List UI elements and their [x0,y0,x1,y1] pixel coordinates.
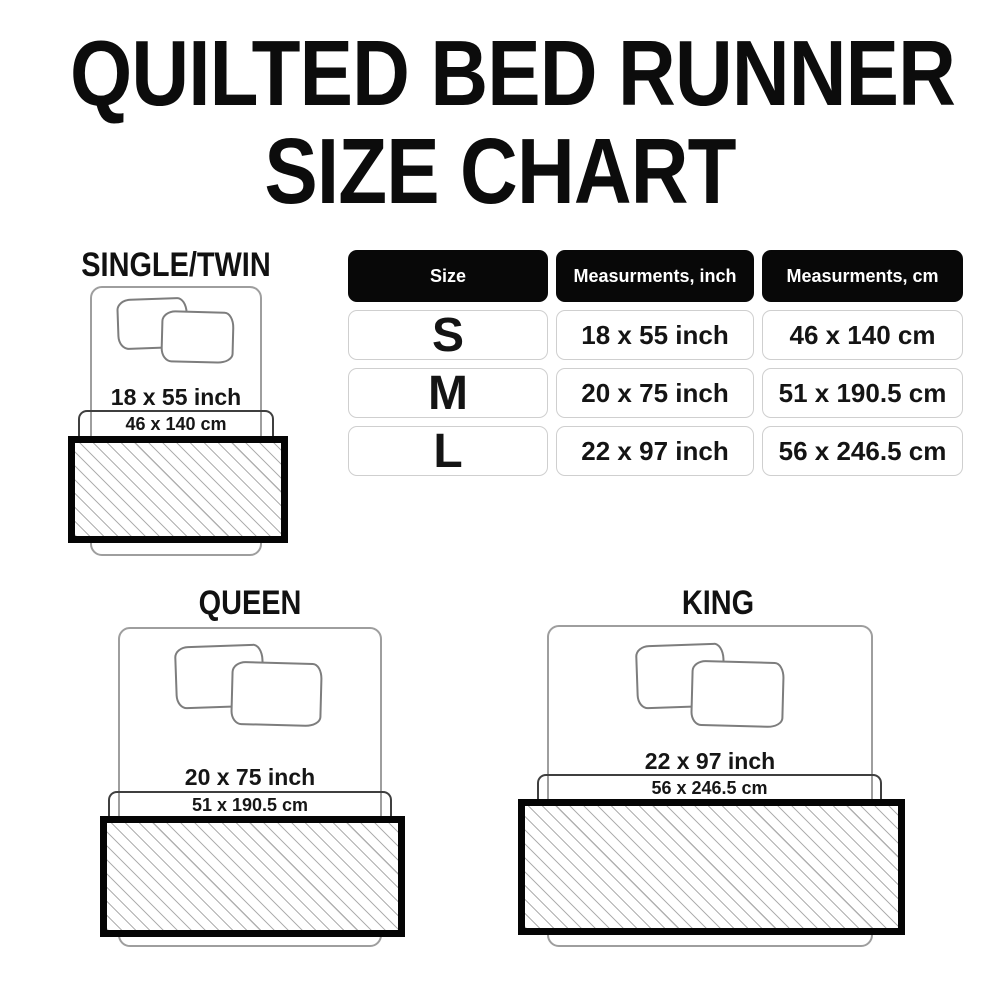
pillow-shape [230,661,323,727]
size-table [348,250,963,476]
page-title-line-2: SIZE CHART [264,119,736,223]
cm-measurement-single-twin: 46 x 140 cm [125,414,227,434]
table-cell-inch-m: 20 x 75 inch [556,368,754,418]
table-header-cm: Measurments, cm [762,250,963,302]
runner-width-bracket-single-twin [78,410,274,436]
diagram-label-king: KING [681,584,755,622]
table-header-size: Size [348,250,548,302]
diagram-label-single-twin: SINGLE/TWIN [81,246,271,284]
page-title [70,21,956,223]
runner-width-bracket-king [537,774,882,800]
runner-width-bracket-queen [108,791,392,817]
table-cell-size-l: L [348,426,548,476]
inch-measurement-king: 22 x 97 inch [644,748,776,774]
pillow-shape [160,310,234,364]
inch-measurement-queen: 20 x 75 inch [184,764,316,790]
table-cell-inch-l: 22 x 97 inch [556,426,754,476]
pillow-shape [690,660,785,728]
table-cell-cm-l: 56 x 246.5 cm [762,426,963,476]
runner-swatch-single-twin [68,436,288,543]
table-cell-size-s: S [348,310,548,360]
table-cell-cm-m: 51 x 190.5 cm [762,368,963,418]
table-cell-size-m: M [348,368,548,418]
table-cell-inch-s: 18 x 55 inch [556,310,754,360]
inch-measurement-single-twin: 18 x 55 inch [110,384,242,410]
table-header-inch: Measurments, inch [556,250,754,302]
cm-measurement-queen: 51 x 190.5 cm [191,795,309,815]
runner-swatch-king [518,799,905,935]
diagram-label-queen: QUEEN [198,584,302,622]
cm-measurement-king: 56 x 246.5 cm [651,778,768,798]
page-title-line-1: QUILTED BED RUNNER [70,21,956,125]
table-cell-cm-s: 46 x 140 cm [762,310,963,360]
runner-swatch-queen [100,816,405,937]
